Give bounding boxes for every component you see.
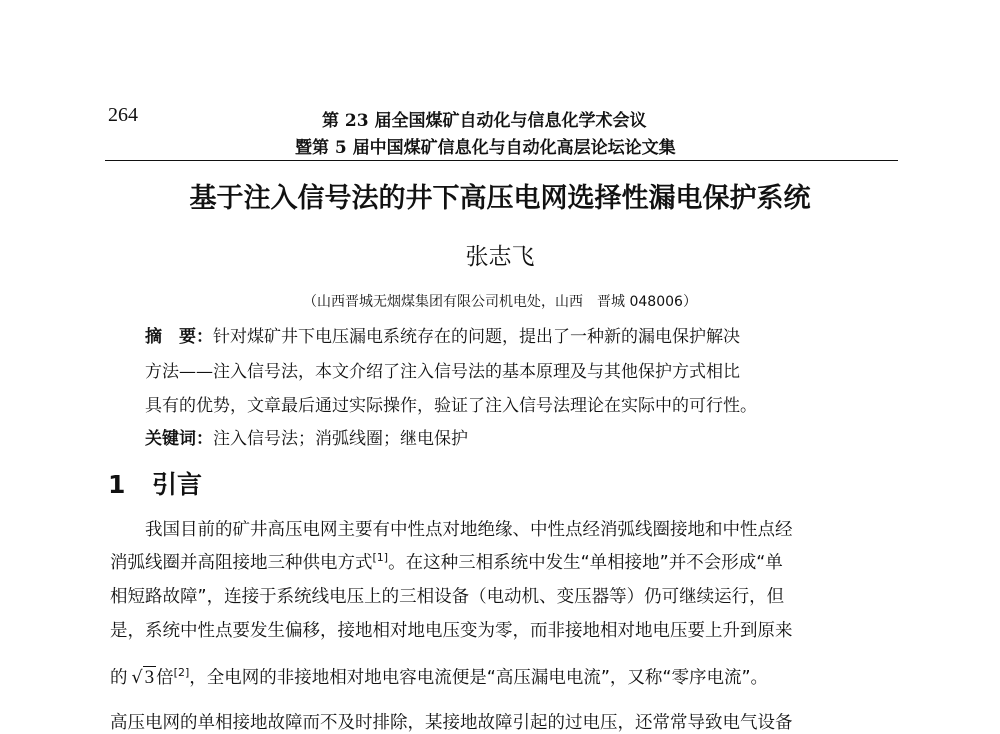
sqrt-expression [132, 666, 157, 689]
section-heading [108, 465, 202, 501]
body-line: 相短路故障”，连接于系统线电压上的三相设备（电动机、变压器等）仍可继续运行，但 [110, 587, 785, 607]
body-text: 倍 [156, 668, 174, 688]
body-line: 是，系统中性点要发生偏移，接地相对地电压变为零，而非接地相对地电压要上升到原来 [110, 621, 793, 641]
body-line [110, 664, 768, 689]
body-line: 我国目前的矿井高压电网主要有中性点对地绝缘、中性点经消弧线圈接地和中性点经 [145, 520, 793, 540]
sqrt-radicand: 3 [144, 667, 155, 688]
body-text: 的 [110, 668, 128, 688]
body-text: 。在这种三相系统中发生“单相接地”并不会形成“单 [388, 553, 783, 573]
paper-author: 张志飞 [465, 244, 535, 270]
body-text: 消弧线圈并高阻接地三种供电方式 [110, 553, 373, 573]
keywords-line [145, 424, 468, 449]
section-number: 1 [108, 470, 126, 499]
section-title: 引言 [152, 470, 203, 499]
paper-title: 基于注入信号法的井下高压电网选择性漏电保护系统 [189, 183, 811, 214]
page-number: 264 [108, 104, 138, 126]
keywords-text: 注入信号法；消弧线圈；继电保护 [213, 429, 468, 449]
body-text: ，全电网的非接地相对地电容电流便是“高压漏电电流”，又称“零序电流”。 [189, 668, 769, 688]
citation-ref: [1] [372, 551, 389, 565]
body-line [110, 549, 783, 574]
abstract-line [145, 322, 740, 347]
keywords-label: 关键词： [145, 429, 213, 449]
abstract-text: 针对煤矿井下电压漏电系统存在的问题，提出了一种新的漏电保护解决 [213, 327, 740, 347]
conference-title-line-1: 第 23 届全国煤矿自动化与信息化学术会议 [322, 111, 647, 131]
body-line: 高压电网的单相接地故障而不及时排除，某接地故障引起的过电压，还常常导致电气设备 [110, 713, 793, 733]
sqrt-symbol: √ [131, 668, 143, 688]
citation-ref: [2] [173, 666, 190, 680]
abstract-line: 方法——注入信号法，本文介绍了注入信号法的基本原理及与其他保护方式相比 [145, 362, 740, 382]
abstract-label: 摘 要： [145, 327, 213, 347]
author-affiliation: （山西晋城无烟煤集团有限公司机电处，山西 晋城 048006） [303, 294, 697, 310]
abstract-line: 具有的优势，文章最后通过实际操作，验证了注入信号法理论在实际中的可行性。 [145, 396, 757, 416]
conference-title-line-2: 暨第 5 届中国煤矿信息化与自动化高层论坛论文集 [295, 138, 676, 158]
header-divider [105, 160, 898, 161]
